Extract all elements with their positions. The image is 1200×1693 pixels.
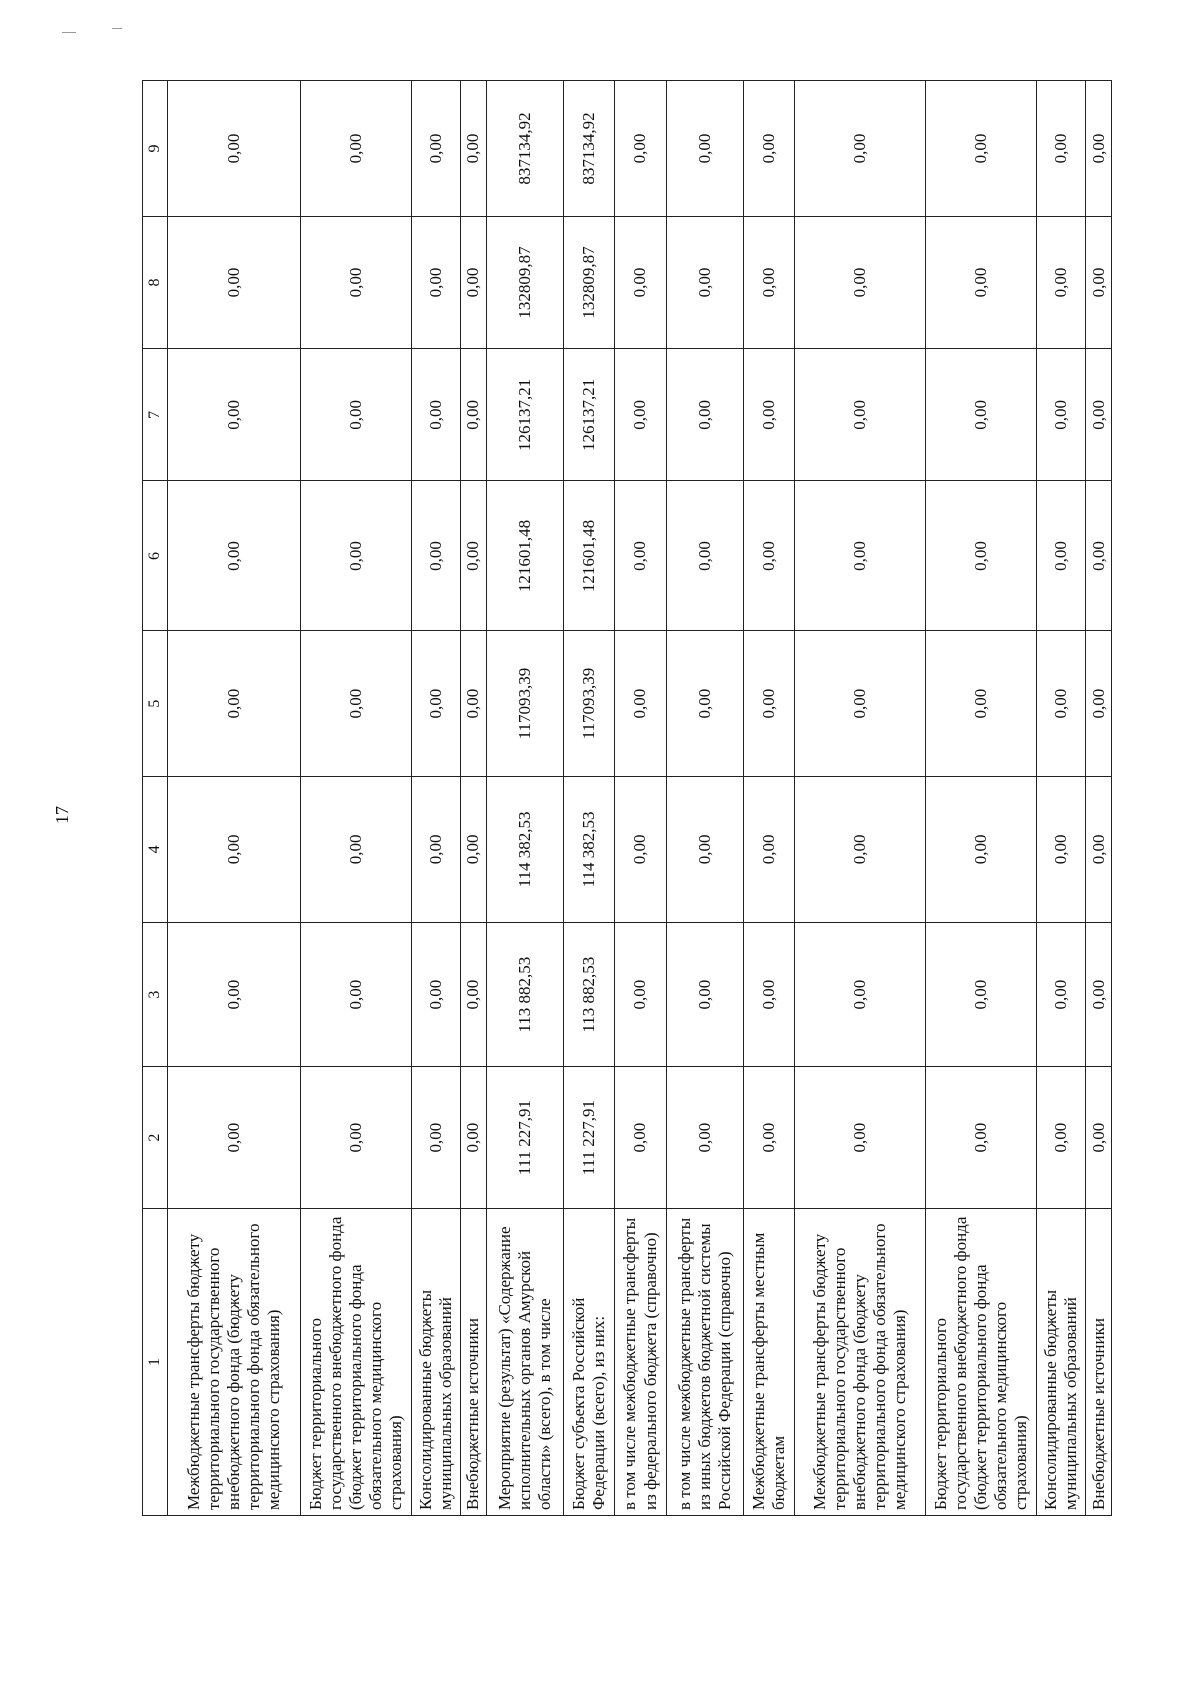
- value-cell: 0,00: [795, 776, 926, 922]
- value-cell: 0,00: [743, 631, 794, 776]
- value-cell: 0,00: [926, 216, 1037, 348]
- value-cell: 117093,39: [486, 631, 563, 776]
- row-label: Внебюджетные источники: [460, 1208, 486, 1515]
- value-cell: 0,00: [300, 216, 411, 348]
- value-cell: 0,00: [926, 349, 1037, 481]
- value-cell: 0,00: [926, 923, 1037, 1067]
- value-cell: 0,00: [743, 923, 794, 1067]
- value-cell: 0,00: [300, 923, 411, 1067]
- value-cell: 0,00: [1086, 216, 1112, 348]
- table-row: [411, 81, 460, 1516]
- table-row: [1086, 81, 1112, 1516]
- value-cell: 0,00: [460, 1067, 486, 1209]
- value-cell: 0,00: [460, 923, 486, 1067]
- value-cell: 0,00: [460, 81, 486, 217]
- row-label: Бюджет территориального государственного внебюджетного фонда (бюджет территориального фонда обязательного медицинского страхования): [300, 1208, 411, 1515]
- table-row: [615, 81, 666, 1516]
- value-cell: 117093,39: [563, 631, 614, 776]
- value-cell: 121601,48: [486, 481, 563, 631]
- scan-artifact: [62, 32, 76, 33]
- value-cell: 126137,21: [563, 349, 614, 481]
- value-cell: 0,00: [460, 631, 486, 776]
- header-row: [143, 81, 168, 1516]
- value-cell: 0,00: [168, 1067, 301, 1209]
- value-cell: 0,00: [411, 481, 460, 631]
- value-cell: 0,00: [795, 923, 926, 1067]
- value-cell: 0,00: [666, 1067, 743, 1209]
- row-label: Бюджет территориального государственного внебюджетного фонда (бюджет территориального фонда обязательного медицинского страхования): [926, 1208, 1037, 1515]
- value-cell: 114 382,53: [486, 776, 563, 922]
- row-label: Консолидированные бюджеты муниципальных образований: [411, 1208, 460, 1515]
- value-cell: 0,00: [1036, 481, 1085, 631]
- value-cell: 0,00: [300, 631, 411, 776]
- value-cell: 0,00: [795, 216, 926, 348]
- value-cell: 0,00: [1036, 923, 1085, 1067]
- column-number: 3: [143, 923, 168, 1067]
- value-cell: 114 382,53: [563, 776, 614, 922]
- value-cell: 111 227,91: [486, 1067, 563, 1209]
- budget-table: [142, 80, 1112, 1516]
- value-cell: 837134,92: [563, 81, 614, 217]
- value-cell: 0,00: [1036, 81, 1085, 217]
- value-cell: 0,00: [743, 1067, 794, 1209]
- value-cell: 0,00: [168, 923, 301, 1067]
- value-cell: 0,00: [168, 81, 301, 217]
- value-cell: 0,00: [666, 631, 743, 776]
- value-cell: 0,00: [666, 349, 743, 481]
- column-number: 9: [143, 81, 168, 217]
- value-cell: 132809,87: [486, 216, 563, 348]
- value-cell: 0,00: [666, 81, 743, 217]
- value-cell: 837134,92: [486, 81, 563, 217]
- value-cell: 0,00: [1086, 349, 1112, 481]
- value-cell: 0,00: [795, 81, 926, 217]
- value-cell: 0,00: [743, 481, 794, 631]
- value-cell: 0,00: [743, 349, 794, 481]
- value-cell: 0,00: [300, 1067, 411, 1209]
- table-row: [926, 81, 1037, 1516]
- value-cell: 0,00: [615, 776, 666, 922]
- value-cell: 0,00: [1086, 1067, 1112, 1209]
- value-cell: 0,00: [926, 776, 1037, 922]
- value-cell: 0,00: [615, 349, 666, 481]
- column-number: 4: [143, 776, 168, 922]
- row-label: Мероприятие (результат) «Содержание исполнительных органов Амурской области» (всего), в том числе: [486, 1208, 563, 1515]
- value-cell: 0,00: [411, 631, 460, 776]
- value-cell: 113 882,53: [486, 923, 563, 1067]
- value-cell: 0,00: [1036, 776, 1085, 922]
- value-cell: 0,00: [926, 1067, 1037, 1209]
- value-cell: 0,00: [300, 81, 411, 217]
- value-cell: 0,00: [411, 1067, 460, 1209]
- table-row: [300, 81, 411, 1516]
- value-cell: 0,00: [168, 776, 301, 922]
- value-cell: 0,00: [615, 216, 666, 348]
- table-row: [460, 81, 486, 1516]
- value-cell: 0,00: [666, 776, 743, 922]
- value-cell: 126137,21: [486, 349, 563, 481]
- value-cell: 0,00: [168, 631, 301, 776]
- column-number: 2: [143, 1067, 168, 1209]
- value-cell: 0,00: [300, 481, 411, 631]
- row-label: в том числе межбюджетные трансферты из федерального бюджета (справочно): [615, 1208, 666, 1515]
- value-cell: 0,00: [743, 216, 794, 348]
- value-cell: 0,00: [460, 481, 486, 631]
- value-cell: 121601,48: [563, 481, 614, 631]
- value-cell: 0,00: [411, 216, 460, 348]
- value-cell: 0,00: [411, 776, 460, 922]
- value-cell: 0,00: [1036, 349, 1085, 481]
- value-cell: 111 227,91: [563, 1067, 614, 1209]
- value-cell: 0,00: [1086, 776, 1112, 922]
- value-cell: 0,00: [795, 349, 926, 481]
- value-cell: 132809,87: [563, 216, 614, 348]
- column-number: 6: [143, 481, 168, 631]
- value-cell: 0,00: [615, 631, 666, 776]
- table-row: [795, 81, 926, 1516]
- value-cell: 0,00: [743, 776, 794, 922]
- value-cell: 0,00: [168, 481, 301, 631]
- value-cell: 0,00: [460, 349, 486, 481]
- column-number: 7: [143, 349, 168, 481]
- row-label: в том числе межбюджетные трансферты из иных бюджетов бюджетной системы Российской Федерации (справочно): [666, 1208, 743, 1515]
- value-cell: 0,00: [615, 1067, 666, 1209]
- value-cell: 0,00: [168, 349, 301, 481]
- column-number: 8: [143, 216, 168, 348]
- row-label: Межбюджетные трансферты бюджету территориального государственного внебюджетного фонда (бюджету территориального фонда обязательного медицинского страхования): [795, 1208, 926, 1515]
- column-number: 5: [143, 631, 168, 776]
- value-cell: 0,00: [666, 216, 743, 348]
- value-cell: 0,00: [460, 776, 486, 922]
- value-cell: 0,00: [168, 216, 301, 348]
- row-label: Межбюджетные трансферты бюджету территориального государственного внебюджетного фонда (бюджету территориального фонда обязательного медицинского страхования): [168, 1208, 301, 1515]
- value-cell: 0,00: [926, 81, 1037, 217]
- page-number: 17: [52, 806, 72, 824]
- table-row: [486, 81, 563, 1516]
- value-cell: 0,00: [615, 923, 666, 1067]
- row-label: Бюджет субъекта Российской Федерации (всего), из них:: [563, 1208, 614, 1515]
- value-cell: 113 882,53: [563, 923, 614, 1067]
- value-cell: 0,00: [926, 631, 1037, 776]
- rotated-table-wrapper: [142, 80, 1112, 1516]
- row-label: Консолидированные бюджеты муниципальных образований: [1036, 1208, 1085, 1515]
- value-cell: 0,00: [615, 481, 666, 631]
- table-row: [168, 81, 301, 1516]
- value-cell: 0,00: [1036, 1067, 1085, 1209]
- table-row: [743, 81, 794, 1516]
- scan-artifact: [112, 28, 122, 29]
- value-cell: 0,00: [795, 631, 926, 776]
- value-cell: 0,00: [666, 923, 743, 1067]
- row-label: Межбюджетные трансферты местным бюджетам: [743, 1208, 794, 1515]
- value-cell: 0,00: [1086, 631, 1112, 776]
- table-row: [1036, 81, 1085, 1516]
- value-cell: 0,00: [926, 481, 1037, 631]
- table-body: [168, 81, 1112, 1516]
- value-cell: 0,00: [411, 349, 460, 481]
- value-cell: 0,00: [1086, 481, 1112, 631]
- value-cell: 0,00: [1036, 216, 1085, 348]
- value-cell: 0,00: [411, 923, 460, 1067]
- value-cell: 0,00: [1036, 631, 1085, 776]
- value-cell: 0,00: [411, 81, 460, 217]
- value-cell: 0,00: [1086, 923, 1112, 1067]
- value-cell: 0,00: [743, 81, 794, 217]
- table-row: [563, 81, 614, 1516]
- value-cell: 0,00: [460, 216, 486, 348]
- value-cell: 0,00: [300, 776, 411, 922]
- value-cell: 0,00: [615, 81, 666, 217]
- column-number: 1: [143, 1208, 168, 1515]
- row-label: Внебюджетные источники: [1086, 1208, 1112, 1515]
- value-cell: 0,00: [300, 349, 411, 481]
- value-cell: 0,00: [795, 481, 926, 631]
- table-row: [666, 81, 743, 1516]
- value-cell: 0,00: [795, 1067, 926, 1209]
- value-cell: 0,00: [1086, 81, 1112, 217]
- value-cell: 0,00: [666, 481, 743, 631]
